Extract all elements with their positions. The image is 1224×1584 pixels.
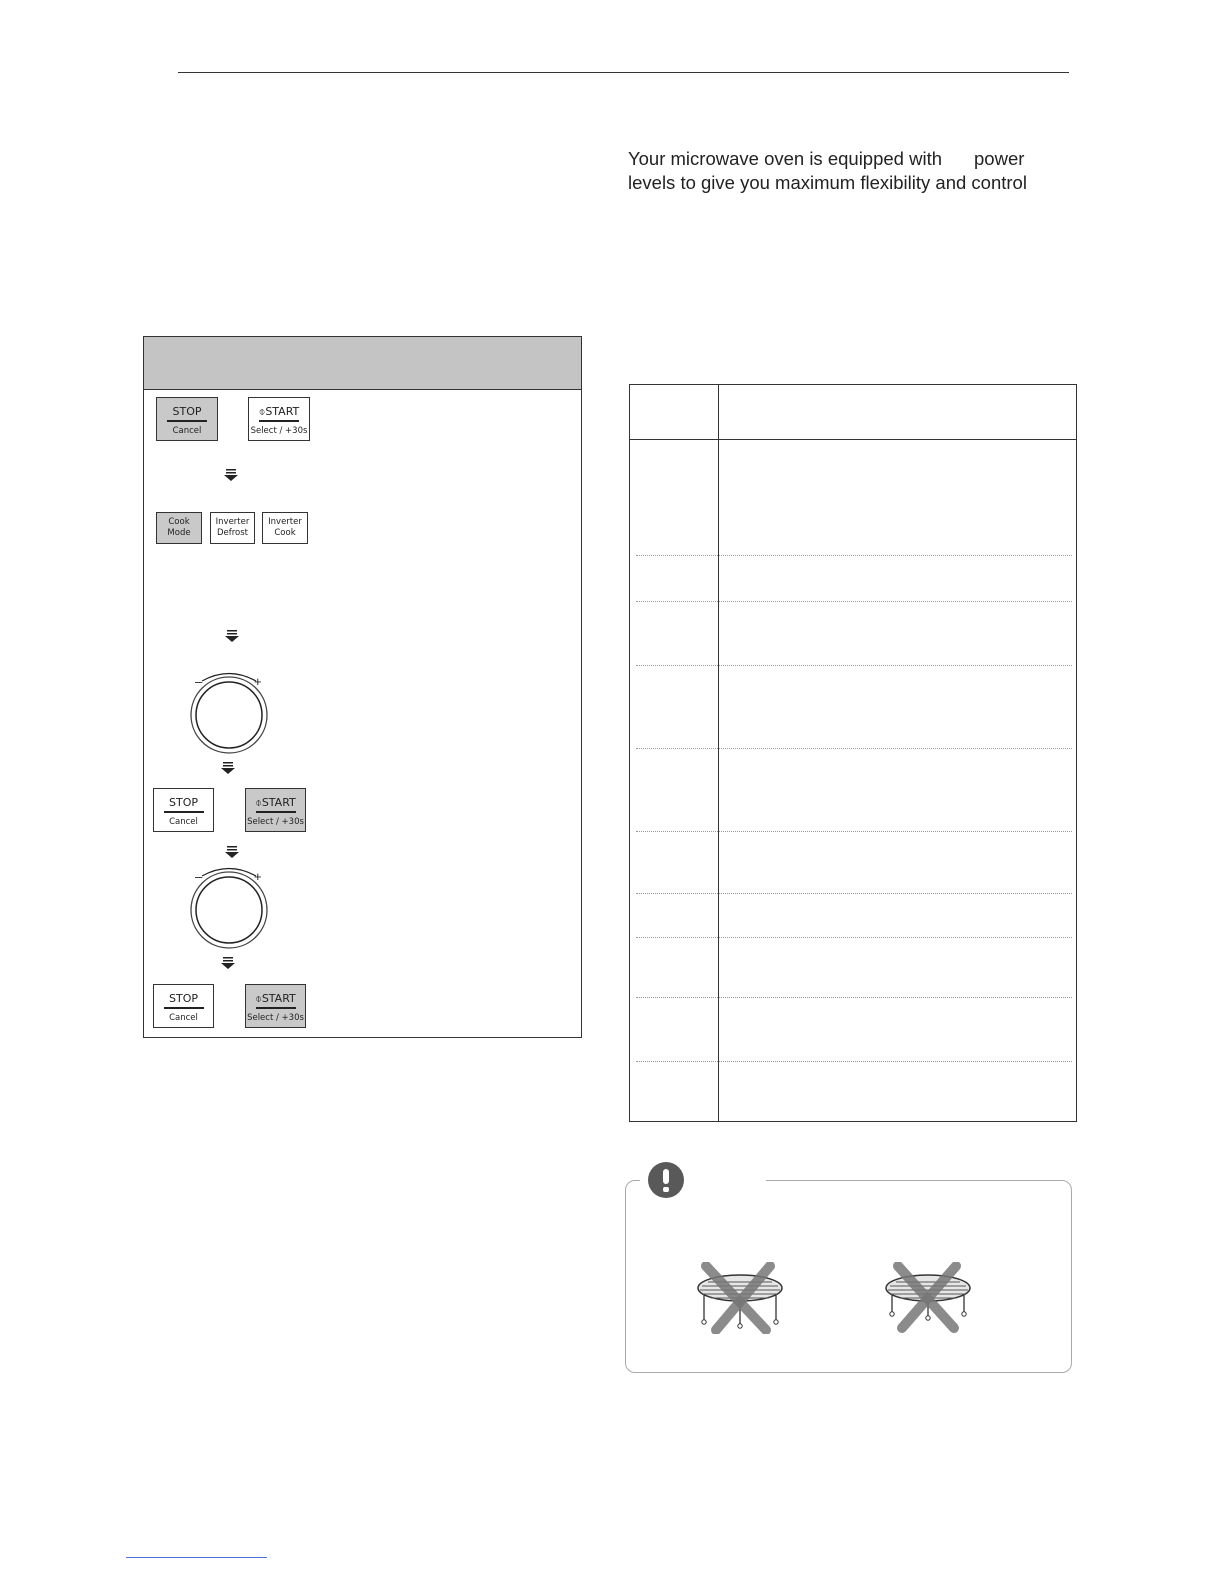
steps-panel-header (144, 337, 581, 390)
cook-mode-line2: Mode (167, 528, 191, 538)
table-column-divider (718, 385, 719, 1121)
table-header-divider (630, 439, 1076, 440)
power-level-intro (628, 147, 1068, 195)
stop-cancel-button[interactable] (156, 397, 218, 441)
warning-icon (648, 1162, 684, 1198)
start-label: ⌽START (258, 405, 300, 418)
dial-minus: – (195, 869, 203, 884)
cancel-label: Cancel (169, 1012, 198, 1023)
cancel-label: Cancel (169, 816, 198, 827)
crossed-out-rack-icon (694, 1262, 786, 1334)
select-label: Select / +30s (247, 816, 304, 827)
table-row-divider (636, 665, 1072, 666)
inverter-defrost-line1: Inverter (215, 517, 250, 527)
crossed-out-rack-icon (882, 1262, 974, 1334)
inverter-cook-line2: Cook (274, 528, 296, 538)
down-arrow-icon (224, 469, 238, 481)
stop-label: STOP (169, 796, 198, 809)
table-row-divider (636, 831, 1072, 832)
table-row-divider (636, 937, 1072, 938)
dial-minus: – (195, 674, 203, 689)
inverter-defrost-button[interactable] (210, 512, 255, 544)
table-row-divider (636, 748, 1072, 749)
table-row-divider (636, 1061, 1072, 1062)
inverter-cook-line1: Inverter (268, 517, 302, 527)
cook-mode-line1: Cook (168, 517, 190, 527)
stop-label: STOP (169, 992, 198, 1005)
power-level-table (629, 384, 1077, 1122)
table-row-divider (636, 555, 1072, 556)
start-select-button[interactable] (245, 788, 306, 832)
select-label: Select / +30s (250, 425, 308, 436)
footer-link-rule (126, 1557, 267, 1558)
start-select-button[interactable] (245, 984, 306, 1028)
table-row-divider (636, 601, 1072, 602)
down-arrow-icon (225, 630, 239, 642)
stop-cancel-button[interactable] (153, 788, 214, 832)
header-rule (178, 72, 1069, 73)
intro-line1-a: Your microwave oven is equipped with (628, 148, 942, 169)
table-row-divider (636, 893, 1072, 894)
start-label: ⌽START (255, 796, 296, 809)
intro-line2: levels to give you maximum flexibility and control (628, 172, 1027, 193)
down-arrow-icon (221, 957, 235, 969)
cook-mode-button[interactable] (156, 512, 202, 544)
down-arrow-icon (221, 762, 235, 774)
dial-plus: + (254, 869, 262, 884)
down-arrow-icon (225, 846, 239, 858)
stop-cancel-button[interactable] (153, 984, 214, 1028)
select-label: Select / +30s (247, 1012, 304, 1023)
start-label: ⌽START (255, 992, 296, 1005)
note-box (625, 1180, 1072, 1373)
stop-label: STOP (172, 405, 202, 418)
inverter-defrost-line2: Defrost (216, 528, 249, 538)
inverter-cook-button[interactable] (262, 512, 308, 544)
table-row-divider (636, 997, 1072, 998)
start-select-button[interactable] (248, 397, 310, 441)
cancel-label: Cancel (172, 425, 202, 436)
dial-plus: + (254, 674, 262, 689)
intro-line1-b: power (974, 148, 1025, 169)
